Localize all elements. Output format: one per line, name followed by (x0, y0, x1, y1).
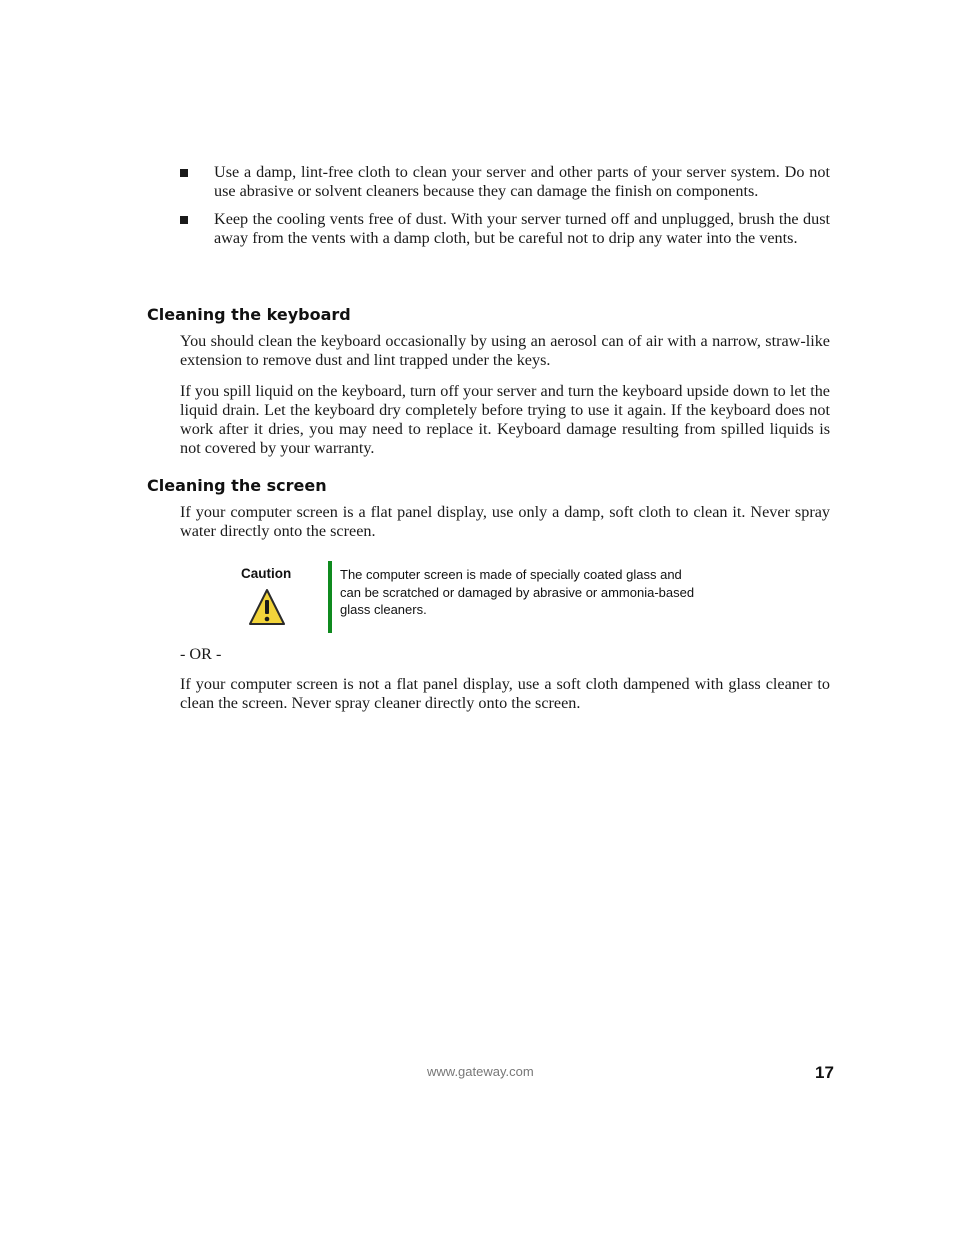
caution-text: The computer screen is made of specially coated glass and can be scratched or damaged by abrasive or ammonia-based glass cleaners. (340, 567, 695, 617)
list-item (180, 210, 830, 248)
keyboard-section-heading: Cleaning the keyboard (147, 305, 351, 324)
footer-url: www.gateway.com (427, 1064, 534, 1079)
caution-label: Caution (241, 566, 292, 581)
list-item-text: Keep the cooling vents free of dust. With your server turned off and unplugged, brush the dust away from the vents with a damp cloth, but be careful not to drip any water into the vents. (214, 210, 830, 247)
bullet-square-icon (180, 216, 188, 224)
page-number: 17 (815, 1063, 834, 1082)
cleaning-tips-list (180, 163, 830, 257)
keyboard-paragraph-2: If you spill liquid on the keyboard, turn off your server and turn the keyboard upside down to let the liquid drain. Let the keyboard dry completely before trying to use it again. If the keyboard does not work after it dries, you may need to replace it. Keyboard damage resulting from spilled liquids is not covered by your warranty. (180, 382, 830, 457)
warning-triangle-icon (248, 588, 286, 626)
screen-paragraph-1: If your computer screen is a flat panel display, use only a damp, soft cloth to clean it. Never spray water directly onto the screen. (180, 503, 830, 540)
list-item (180, 163, 830, 201)
screen-paragraph-2: If your computer screen is not a flat panel display, use a soft cloth dampened with glass cleaner to clean the screen. Never spray cleaner directly onto the screen. (180, 675, 830, 712)
screen-section-heading: Cleaning the screen (147, 476, 327, 495)
list-item-text: Use a damp, lint-free cloth to clean your server and other parts of your server system. Do not use abrasive or solvent cleaners because they can damage the finish on components. (214, 163, 830, 200)
keyboard-paragraph-1: You should clean the keyboard occasionally by using an aerosol can of air with a narrow, straw-like extension to remove dust and lint trapped under the keys. (180, 332, 830, 369)
caution-divider (328, 561, 332, 633)
or-separator: - OR - (180, 645, 222, 663)
bullet-square-icon (180, 169, 188, 177)
